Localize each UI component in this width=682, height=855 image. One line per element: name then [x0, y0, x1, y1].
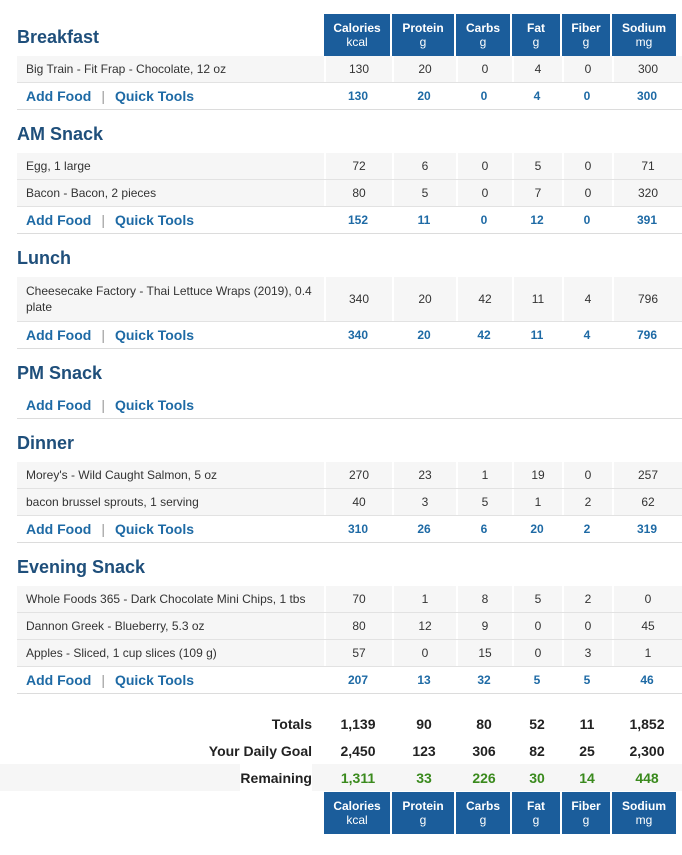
food-calories-value: 70	[324, 586, 392, 612]
food-protein-value: 1	[392, 586, 456, 612]
column-name: Fat	[527, 799, 545, 813]
food-fat-value: 5	[512, 586, 562, 612]
food-calories-value: 57	[324, 640, 392, 666]
food-calories-value: 72	[324, 153, 392, 179]
meal-actions	[26, 516, 194, 542]
summary-totals-carbs: 80	[476, 715, 492, 732]
column-header-sodium[interactable]	[612, 792, 676, 834]
summary-goal-calories: 2,450	[340, 742, 376, 759]
column-header-protein[interactable]	[392, 14, 454, 56]
food-fiber-value: 0	[562, 56, 612, 82]
meal-total-fiber: 2	[583, 522, 591, 536]
column-unit: g	[532, 35, 540, 49]
meal-title-pm-snack: PM Snack	[17, 363, 103, 383]
food-carbs-value: 0	[456, 153, 512, 179]
summary-goal-label: Your Daily Goal	[208, 742, 312, 759]
column-unit: g	[532, 813, 540, 827]
meal-total-row-am-snack	[17, 207, 682, 234]
meal-actions	[26, 207, 194, 233]
food-fat-value: 5	[512, 153, 562, 179]
summary-totals-fiber: 11	[579, 715, 595, 732]
food-row[interactable]	[17, 180, 682, 207]
food-protein-value: 23	[392, 462, 456, 488]
column-name: Carbs	[465, 21, 500, 35]
quick-tools-link[interactable]: Quick Tools	[114, 88, 195, 104]
column-header-fat[interactable]	[512, 14, 560, 56]
meal-total-sodium: 300	[636, 89, 658, 103]
food-fat-value: 19	[512, 462, 562, 488]
food-row[interactable]	[17, 462, 682, 489]
food-fiber-value: 0	[562, 613, 612, 639]
link-separator: |	[101, 397, 105, 413]
meal-total-row-breakfast	[17, 83, 682, 110]
summary-totals-label: Totals	[271, 715, 312, 732]
meal-total-sodium	[612, 392, 682, 418]
food-row[interactable]	[17, 153, 682, 180]
column-name: Fiber	[571, 21, 601, 35]
food-row[interactable]	[17, 56, 682, 83]
food-protein-value: 12	[392, 613, 456, 639]
food-protein-value: 20	[392, 277, 456, 321]
meal-total-fiber	[562, 392, 612, 418]
meal-total-fat: 20	[530, 522, 544, 536]
meal-total-protein: 11	[417, 213, 431, 227]
add-food-link[interactable]: Add Food	[26, 397, 92, 413]
summary-remaining-protein: 33	[416, 769, 432, 786]
meal-total-protein: 20	[417, 328, 431, 342]
column-unit: kcal	[346, 35, 368, 49]
meal-total-carbs	[456, 392, 512, 418]
add-food-link[interactable]: Add Food	[26, 327, 92, 343]
food-sodium-value: 300	[612, 56, 682, 82]
column-unit: g	[479, 35, 487, 49]
column-unit: mg	[635, 35, 653, 49]
food-fiber-value: 0	[562, 462, 612, 488]
quick-tools-link[interactable]: Quick Tools	[114, 672, 195, 688]
top-header	[0, 14, 682, 56]
meal-total-calories: 130	[347, 89, 369, 103]
column-name: Protein	[402, 21, 444, 35]
meal-total-calories: 152	[347, 213, 369, 227]
summary-goal-sodium: 2,300	[629, 742, 665, 759]
food-carbs-value: 0	[456, 180, 512, 206]
meal-actions	[26, 667, 194, 693]
meal-total-sodium: 796	[636, 328, 658, 342]
food-row[interactable]	[17, 586, 682, 613]
summary-totals-calories: 1,139	[340, 715, 376, 732]
column-name: Calories	[333, 21, 381, 35]
food-name[interactable]: Big Train - Fit Frap - Chocolate, 12 oz	[26, 62, 227, 76]
meal-total-sodium: 46	[640, 673, 654, 687]
food-protein-value: 20	[392, 56, 456, 82]
meal-total-protein: 20	[417, 89, 431, 103]
column-header-fiber[interactable]	[562, 792, 610, 834]
food-carbs-value: 9	[456, 613, 512, 639]
summary-remaining-label: Remaining	[240, 764, 312, 791]
food-fiber-value: 4	[562, 277, 612, 321]
food-fiber-value: 0	[562, 153, 612, 179]
food-sodium-value: 71	[612, 153, 682, 179]
summary-remaining-fat: 30	[529, 769, 545, 786]
quick-tools-link[interactable]: Quick Tools	[114, 521, 195, 537]
food-name[interactable]: bacon brussel sprouts, 1 serving	[26, 495, 199, 509]
food-sodium-value: 1	[612, 640, 682, 666]
food-row[interactable]	[17, 277, 682, 322]
food-fiber-value: 0	[562, 180, 612, 206]
food-name[interactable]: Bacon - Bacon, 2 pieces	[26, 186, 157, 200]
column-unit: g	[419, 35, 427, 49]
food-sodium-value: 0	[612, 586, 682, 612]
column-header-fiber[interactable]	[562, 14, 610, 56]
column-name: Sodium	[622, 21, 666, 35]
food-row[interactable]	[17, 489, 682, 516]
food-name[interactable]: Cheesecake Factory - Thai Lettuce Wraps (2019), 0.4 plate	[26, 284, 312, 314]
food-fat-value: 4	[512, 56, 562, 82]
column-header-fat[interactable]	[512, 792, 560, 834]
meal-total-protein: 26	[417, 522, 431, 536]
link-separator: |	[101, 212, 105, 228]
meal-total-protein: 13	[417, 673, 431, 687]
column-unit: g	[419, 813, 427, 827]
meal-total-fat: 5	[533, 673, 541, 687]
meal-total-fiber: 5	[583, 673, 591, 687]
meal-total-fat: 11	[530, 328, 544, 342]
meal-title-evening-snack: Evening Snack	[17, 557, 146, 577]
summary-goal-fiber: 25	[579, 742, 595, 759]
food-calories-value: 80	[324, 180, 392, 206]
quick-tools-link[interactable]: Quick Tools	[114, 212, 195, 228]
meal-total-fiber: 0	[583, 213, 591, 227]
summary-remaining-row	[0, 764, 682, 791]
food-fat-value: 11	[512, 277, 562, 321]
food-sodium-value: 62	[612, 489, 682, 515]
meal-total-row-dinner	[17, 516, 682, 543]
column-header-sodium[interactable]	[612, 14, 676, 56]
food-name[interactable]: Apples - Sliced, 1 cup slices (109 g)	[26, 646, 217, 660]
meal-total-carbs: 6	[480, 522, 488, 536]
summary-totals-protein: 90	[416, 715, 432, 732]
quick-tools-link[interactable]: Quick Tools	[114, 327, 195, 343]
food-fiber-value: 3	[562, 640, 612, 666]
food-calories-value: 340	[324, 277, 392, 321]
add-food-link[interactable]: Add Food	[26, 521, 92, 537]
food-fat-value: 1	[512, 489, 562, 515]
summary-remaining-calories: 1,311	[340, 769, 376, 786]
column-name: Fiber	[571, 799, 601, 813]
column-header-calories[interactable]	[324, 792, 390, 834]
food-calories-value: 270	[324, 462, 392, 488]
link-separator: |	[101, 672, 105, 688]
meal-total-row-evening-snack	[17, 667, 682, 694]
column-unit: g	[582, 35, 590, 49]
food-carbs-value: 0	[456, 56, 512, 82]
column-unit: g	[582, 813, 590, 827]
meal-total-carbs: 32	[477, 673, 491, 687]
food-sodium-value: 257	[612, 462, 682, 488]
food-carbs-value: 15	[456, 640, 512, 666]
food-fat-value: 0	[512, 613, 562, 639]
food-carbs-value: 42	[456, 277, 512, 321]
summary-goal-carbs: 306	[472, 742, 496, 759]
add-food-link[interactable]: Add Food	[26, 672, 92, 688]
column-unit: mg	[635, 813, 653, 827]
meal-total-fat: 4	[533, 89, 541, 103]
food-name[interactable]: Morey's - Wild Caught Salmon, 5 oz	[26, 468, 218, 482]
link-separator: |	[101, 521, 105, 537]
meal-total-fat	[512, 392, 562, 418]
food-carbs-value: 1	[456, 462, 512, 488]
meal-total-protein	[392, 392, 456, 418]
column-unit: g	[479, 813, 487, 827]
meal-total-fiber: 0	[583, 89, 591, 103]
food-row[interactable]	[17, 640, 682, 667]
food-sodium-value: 320	[612, 180, 682, 206]
food-protein-value: 0	[392, 640, 456, 666]
bottom-header	[0, 792, 682, 834]
food-fiber-value: 2	[562, 586, 612, 612]
food-protein-value: 3	[392, 489, 456, 515]
meal-total-calories: 310	[347, 522, 369, 536]
food-protein-value: 6	[392, 153, 456, 179]
meal-title-lunch: Lunch	[17, 248, 71, 268]
food-fat-value: 0	[512, 640, 562, 666]
summary-totals-fat: 52	[529, 715, 545, 732]
quick-tools-link[interactable]: Quick Tools	[114, 397, 195, 413]
meal-total-fiber: 4	[583, 328, 591, 342]
food-calories-value: 40	[324, 489, 392, 515]
link-separator: |	[101, 327, 105, 343]
meal-actions	[26, 83, 194, 109]
column-header-calories[interactable]	[324, 14, 390, 56]
food-fiber-value: 2	[562, 489, 612, 515]
food-carbs-value: 5	[456, 489, 512, 515]
food-carbs-value: 8	[456, 586, 512, 612]
summary-totals-row	[0, 710, 682, 737]
food-row[interactable]	[17, 613, 682, 640]
link-separator: |	[101, 88, 105, 104]
column-name: Fat	[527, 21, 545, 35]
meal-total-row-pm-snack	[17, 392, 682, 419]
add-food-link[interactable]: Add Food	[26, 88, 92, 104]
food-name[interactable]: Whole Foods 365 - Dark Chocolate Mini Chips, 1 tbs	[26, 592, 306, 606]
food-name[interactable]: Dannon Greek - Blueberry, 5.3 oz	[26, 619, 205, 633]
food-fat-value: 7	[512, 180, 562, 206]
meal-actions	[26, 392, 194, 418]
column-header-carbs[interactable]	[456, 792, 510, 834]
food-sodium-value: 45	[612, 613, 682, 639]
meal-total-carbs: 0	[480, 89, 488, 103]
meal-total-sodium: 391	[636, 213, 658, 227]
column-unit: kcal	[346, 813, 368, 827]
food-sodium-value: 796	[612, 277, 682, 321]
summary-goal-protein: 123	[412, 742, 436, 759]
meal-total-carbs: 42	[477, 328, 491, 342]
summary-totals-sodium: 1,852	[629, 715, 665, 732]
column-header-carbs[interactable]	[456, 14, 510, 56]
meal-total-calories: 207	[347, 673, 369, 687]
column-name: Calories	[333, 799, 381, 813]
meal-total-calories: 340	[347, 328, 369, 342]
meal-total-calories	[324, 392, 392, 418]
food-protein-value: 5	[392, 180, 456, 206]
meal-total-fat: 12	[530, 213, 544, 227]
column-name: Protein	[402, 799, 444, 813]
summary-goal-fat: 82	[529, 742, 545, 759]
meal-total-sodium: 319	[636, 522, 658, 536]
summary-remaining-carbs: 226	[472, 769, 496, 786]
meal-title-am-snack: AM Snack	[17, 124, 104, 144]
meal-actions	[26, 322, 194, 348]
food-calories-value: 80	[324, 613, 392, 639]
meal-total-row-lunch	[17, 322, 682, 349]
column-name: Sodium	[622, 799, 666, 813]
meal-title-breakfast: Breakfast	[17, 27, 100, 47]
add-food-link[interactable]: Add Food	[26, 212, 92, 228]
column-name: Carbs	[465, 799, 500, 813]
column-header-protein[interactable]	[392, 792, 454, 834]
meal-title-dinner: Dinner	[17, 433, 75, 453]
food-name[interactable]: Egg, 1 large	[26, 159, 91, 173]
summary-remaining-fiber: 14	[579, 769, 595, 786]
summary-goal-row	[0, 737, 682, 764]
food-calories-value: 130	[324, 56, 392, 82]
meal-total-carbs: 0	[480, 213, 488, 227]
summary-remaining-sodium: 448	[635, 769, 659, 786]
